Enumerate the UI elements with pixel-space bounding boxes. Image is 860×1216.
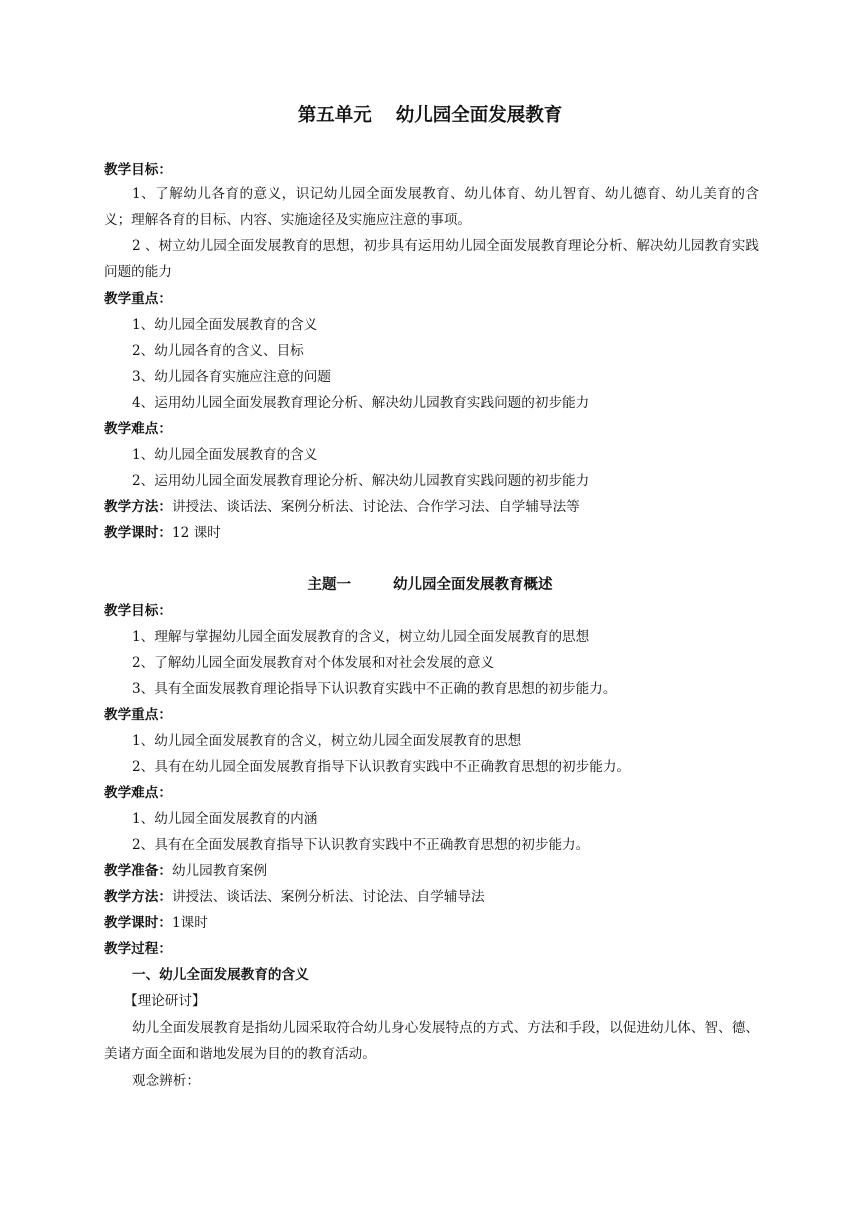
topic-prep: 幼儿园教育案例 (171, 863, 268, 879)
topic-hours: 1课时 (171, 915, 208, 931)
unit-difficult-point: 2、运用幼儿园全面发展教育理论分析、解决幼儿园教育实践问题的初步能力 (132, 473, 590, 489)
topic-prep-label: 教学准备： (104, 863, 172, 879)
concept-label: 观念辨析： (132, 1073, 200, 1089)
unit-goal-2: 2 、树立幼儿园全面发展教育的思想，初步具有运用幼儿园全面发展教育理论分析、解决幼儿园教育实践问题的能力 (104, 238, 759, 280)
unit-key-point: 2、幼儿园各育的含义、目标 (132, 343, 304, 359)
unit-methods: 讲授法、谈话法、案例分析法、讨论法、合作学习法、自学辅导法等 (171, 499, 580, 515)
theory-label: 【理论研讨】 (124, 993, 206, 1009)
unit-goal-1: 1、了解幼儿各育的意义，识记幼儿园全面发展教育、幼儿体育、幼儿智育、幼儿德育、幼儿美育的含义；理解各育的目标、内容、实施途径及实施应注意的事项。 (104, 186, 759, 228)
unit-name: 幼儿园全面发展教育 (395, 105, 563, 126)
unit-hours-line (104, 523, 759, 543)
unit-hours: 12 课时 (171, 525, 221, 541)
unit-methods-line (104, 497, 759, 517)
topic-name: 幼儿园全面发展教育概述 (393, 577, 553, 593)
topic-goal: 2、了解幼儿园全面发展教育对个体发展和对社会发展的意义 (132, 655, 495, 671)
unit-number: 第五单元 (297, 105, 372, 126)
topic-prep-line (104, 861, 759, 881)
topic-methods: 讲授法、谈话法、案例分析法、讨论法、自学辅导法 (171, 889, 485, 905)
topic-difficult-point: 1、幼儿园全面发展教育的内涵 (132, 811, 318, 827)
unit-key-point: 4、运用幼儿园全面发展教育理论分析、解决幼儿园教育实践问题的初步能力 (132, 395, 590, 411)
unit-title (0, 104, 860, 128)
topic-process-label: 教学过程： (104, 941, 172, 957)
topic-difficult-point: 2、具有在全面发展教育指导下认识教育实践中不正确教育思想的初步能力。 (132, 837, 590, 853)
topic-key-point: 1、幼儿园全面发展教育的含义，树立幼儿园全面发展教育的思想 (132, 733, 522, 749)
unit-difficult-label: 教学难点： (104, 421, 172, 437)
topic-goal: 3、具有全面发展教育理论指导下认识教育实践中不正确的教育思想的初步能力。 (132, 681, 617, 697)
unit-goals-label: 教学目标： (104, 162, 172, 178)
topic-goals-label: 教学目标： (104, 603, 172, 619)
topic-key-label: 教学重点： (104, 707, 172, 723)
definition-paragraph: 幼儿全面发展教育是指幼儿园采取符合幼儿身心发展特点的方式、方法和手段，以促进幼儿体、智、德、美诸方面全面和谐地发展为目的的教育活动。 (104, 1020, 759, 1062)
topic-hours-line (104, 913, 759, 933)
topic-methods-label: 教学方法： (104, 889, 172, 905)
topic-title (0, 575, 860, 595)
topic-methods-line (104, 887, 759, 907)
part1-heading: 一、幼儿全面发展教育的含义 (132, 967, 309, 983)
unit-key-point: 1、幼儿园全面发展教育的含义 (132, 317, 318, 333)
topic-number: 主题一 (307, 577, 351, 593)
unit-key-point: 3、幼儿园各育实施应注意的问题 (132, 369, 331, 385)
unit-methods-label: 教学方法： (104, 499, 172, 515)
topic-key-point: 2、具有在幼儿园全面发展教育指导下认识教育实践中不正确教育思想的初步能力。 (132, 759, 631, 775)
unit-difficult-point: 1、幼儿园全面发展教育的含义 (132, 447, 318, 463)
topic-goal: 1、理解与掌握幼儿园全面发展教育的含义，树立幼儿园全面发展教育的思想 (132, 629, 590, 645)
topic-difficult-label: 教学难点： (104, 785, 172, 801)
unit-key-label: 教学重点： (104, 291, 172, 307)
topic-hours-label: 教学课时： (104, 915, 172, 931)
unit-hours-label: 教学课时： (104, 525, 172, 541)
